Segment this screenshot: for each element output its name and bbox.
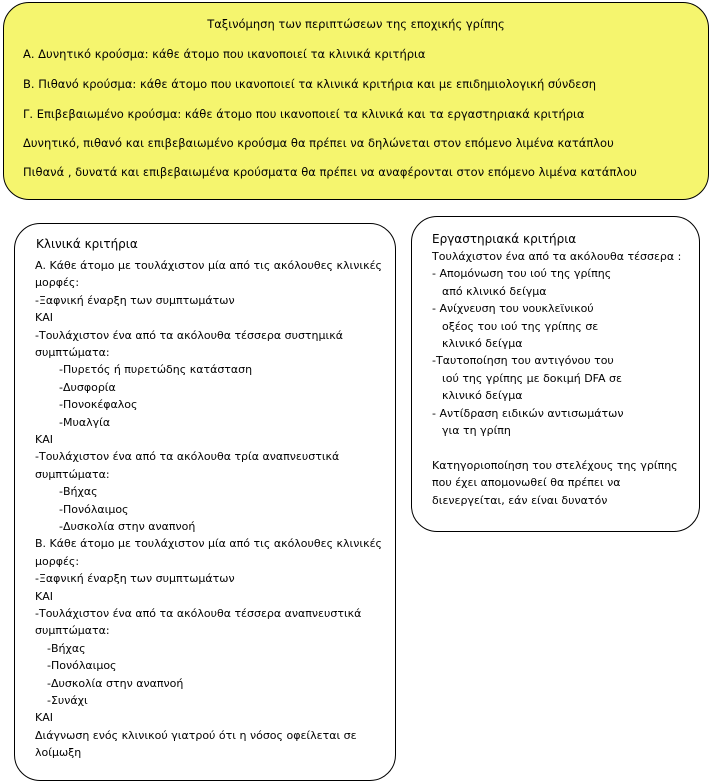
clinical-criteria-line: συμπτώματα: [35, 467, 110, 481]
clinical-criteria-box [14, 223, 396, 781]
clinical-criteria-line: ΚΑΙ [35, 433, 53, 446]
clinical-criteria-line: -Τουλάχιστον ένα από τα ακόλουθα τέσσερα συστημικά [35, 328, 343, 342]
clinical-criteria-line: -Τουλάχιστον ένα από τα ακόλουθα τρία αναπνευστικά [35, 450, 340, 464]
clinical-criteria-line: -Πονόλαιμος [59, 502, 129, 516]
laboratory-criteria-line: από κλινικό δείγμα [442, 284, 547, 298]
laboratory-criteria-line: - Ανίχνευση του νουκλεϊνικού [432, 302, 594, 316]
clinical-criteria-line: -Βήχας [59, 485, 98, 499]
clinical-criteria-line: -Βήχας [47, 641, 86, 655]
clinical-criteria-line: -Δυσκολία στην αναπνοή [47, 676, 184, 690]
laboratory-criteria-line: που έχει απομονωθεί θα πρέπει να [432, 476, 621, 490]
clinical-criteria-line: -Μυαλγία [59, 415, 111, 429]
clinical-criteria-line: -Δυσκολία στην αναπνοή [59, 520, 196, 533]
classification-title: Ταξινόμηση των περιπτώσεων της εποχικής γρίπης [207, 17, 505, 31]
classification-line-c: Γ. Επιβεβαιωμένο κρούσμα: κάθε άτομο που ικανοποιεί τα κλινικά και τα εργαστηριακά κριτήρια [23, 107, 585, 121]
laboratory-criteria-line: - Αντίδραση ειδικών αντισωμάτων [432, 406, 624, 420]
clinical-criteria-line: λοίμωξη [35, 746, 82, 760]
laboratory-criteria-box [411, 216, 700, 532]
clinical-criteria-line: Α. Κάθε άτομο με τουλάχιστον μία από τις ακόλουθες κλινικές [35, 259, 382, 272]
clinical-criteria-line: -Ξαφνική έναρξη των συμπτωμάτων [35, 572, 235, 586]
classification-note-1: Δυνητικό, πιθανό και επιβεβαιωμένο κρούσμα θα πρέπει να δηλώνεται στον επόμενο λιμένα κατάπλου [23, 136, 614, 150]
clinical-criteria-line: -Συνάχι [47, 694, 88, 707]
clinical-criteria-line: -Δυσφορία [59, 380, 116, 394]
laboratory-criteria-line: - Απομόνωση του ιού της γρίπης [432, 267, 612, 281]
clinical-criteria-line: ΚΑΙ [35, 589, 53, 603]
clinical-criteria-line: ΚΑΙ [35, 711, 53, 725]
clinical-criteria-line: -Ξαφνική έναρξη των συμπτωμάτων [35, 293, 235, 307]
clinical-criteria-line: συμπτώματα: [35, 624, 110, 638]
classification-note-2: Πιθανά , δυνατά και επιβεβαιωμένα κρούσματα θα πρέπει να αναφέρονται στον επόμενο λιμένα κατάπλου [23, 165, 637, 179]
clinical-criteria-line: μορφές: [35, 554, 80, 568]
clinical-criteria-line: -Πονόλαιμος [47, 659, 117, 673]
laboratory-criteria-line: κλινικό δείγμα [442, 337, 523, 350]
clinical-criteria-line: ΚΑΙ [35, 311, 53, 325]
laboratory-criteria-line: Τουλάχιστον ένα από τα ακόλουθα τέσσερα : [432, 250, 682, 263]
clinical-criteria-line: Β. Κάθε άτομο με τουλάχιστον μία από τις ακόλουθες κλινικές [35, 537, 382, 551]
clinical-criteria-line: -Τουλάχιστον ένα από τα ακόλουθα τέσσερα αναπνευστικά [35, 607, 362, 620]
laboratory-criteria-line: διενεργείται, εάν είναι δυνατόν [432, 493, 608, 507]
laboratory-criteria-line: κλινικό δείγμα [442, 389, 523, 403]
classification-line-a: Α. Δυνητικό κρούσμα: κάθε άτομο που ικανοποιεί τα κλινικά κριτήρια [23, 47, 426, 61]
clinical-criteria-line: -Πονοκέφαλος [59, 398, 138, 412]
classification-line-b: Β. Πιθανό κρούσμα: κάθε άτομο που ικανοποιεί τα κλινικά κριτήρια και με επιδημιολογική σύνδεση [23, 77, 597, 91]
laboratory-criteria-line: για τη γρίπη [442, 424, 511, 437]
laboratory-criteria-line: ιού της γρίπης με δοκιμή DFA σε [442, 371, 622, 385]
clinical-criteria-line: Διάγνωση ενός κλινικού γιατρού ότι η νόσος οφείλεται σε [35, 728, 357, 742]
laboratory-criteria-line: Κατηγοριοποίηση του στελέχους της γρίπης [432, 458, 678, 472]
laboratory-criteria-line: -Ταυτοποίηση του αντιγόνου του [432, 354, 614, 368]
classification-box [3, 2, 709, 200]
clinical-criteria-heading: Κλινικά κριτήρια [36, 237, 138, 251]
clinical-criteria-line: συμπτώματα: [35, 346, 110, 359]
laboratory-criteria-heading: Εργαστηριακά κριτήρια [432, 232, 577, 246]
clinical-criteria-line: -Πυρετός ή πυρετώδης κατάσταση [59, 363, 253, 377]
laboratory-criteria-line: οξέος του ιού της γρίπης σε [442, 319, 599, 333]
clinical-criteria-line: μορφές: [35, 276, 80, 290]
